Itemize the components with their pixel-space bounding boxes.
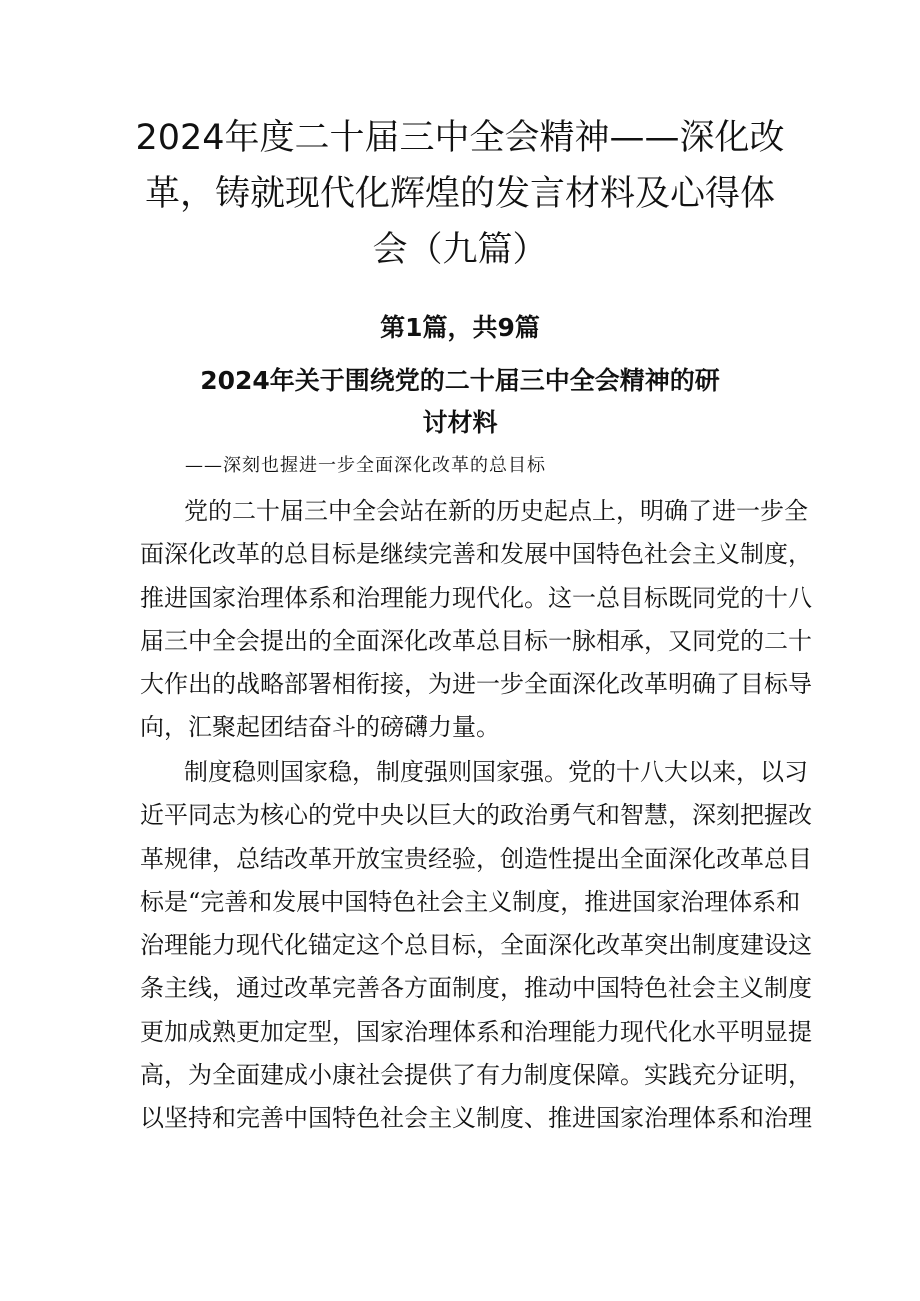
paragraph-line: 党的二十届三中全会站在新的历史起点上，明确了进一步全 [184, 497, 808, 525]
paragraph-line: 标是“完善和发展中国特色社会主义制度，推进国家治理体系和 [140, 887, 801, 916]
article-subtitle: ——深刻也握进一步全面深化改革的总目标 [185, 455, 546, 476]
paragraph-line: 高，为全面建成小康社会提供了有力制度保障。实践充分证明， [140, 1061, 812, 1090]
paragraph-line: 近平同志为核心的党中央以巨大的政治勇气和智慧，深刻把握改 [140, 801, 812, 830]
chapter-label: 第1篇，共9篇 [380, 313, 540, 342]
paragraph-line: 以坚持和完善中国特色社会主义制度、推进国家治理体系和治理 [140, 1104, 812, 1133]
document-title-line: 会（九篇） [372, 230, 548, 270]
document-title-line: 革，铸就现代化辉煌的发言材料及心得体 [144, 174, 775, 214]
paragraph-line: 条主线，通过改革完善各方面制度，推动中国特色社会主义制度 [140, 974, 812, 1003]
body-paragraph [140, 751, 812, 1141]
body-paragraph [140, 490, 812, 750]
document-title-line: 2024年度二十届三中全会精神——深化改 [135, 118, 785, 158]
article-title [160, 360, 760, 444]
document-title [130, 110, 790, 278]
paragraph-line: 向，汇聚起团结奋斗的磅礴力量。 [140, 713, 500, 742]
paragraph-line: 面深化改革的总目标是继续完善和发展中国特色社会主义制度， [140, 540, 812, 569]
paragraph-line: 大作出的战略部署相衔接，为进一步全面深化改革明确了目标导 [140, 670, 812, 699]
paragraph-line: 治理能力现代化锚定这个总目标，全面深化改革突出制度建设这 [140, 931, 812, 960]
paragraph-line: 革规律，总结改革开放宝贵经验，创造性提出全面深化改革总目 [140, 844, 812, 873]
article-title-line: 讨材料 [422, 408, 498, 437]
paragraph-line: 制度稳则国家稳，制度强则国家强。党的十八大以来，以习 [184, 758, 808, 786]
paragraph-line: 更加成熟更加定型，国家治理体系和治理能力现代化水平明显提 [140, 1017, 812, 1046]
paragraph-line: 推进国家治理体系和治理能力现代化。这一总目标既同党的十八 [140, 583, 812, 612]
paragraph-line: 届三中全会提出的全面深化改革总目标一脉相承，又同党的二十 [140, 626, 812, 655]
article-title-line: 2024年关于围绕党的二十届三中全会精神的研 [200, 366, 720, 395]
